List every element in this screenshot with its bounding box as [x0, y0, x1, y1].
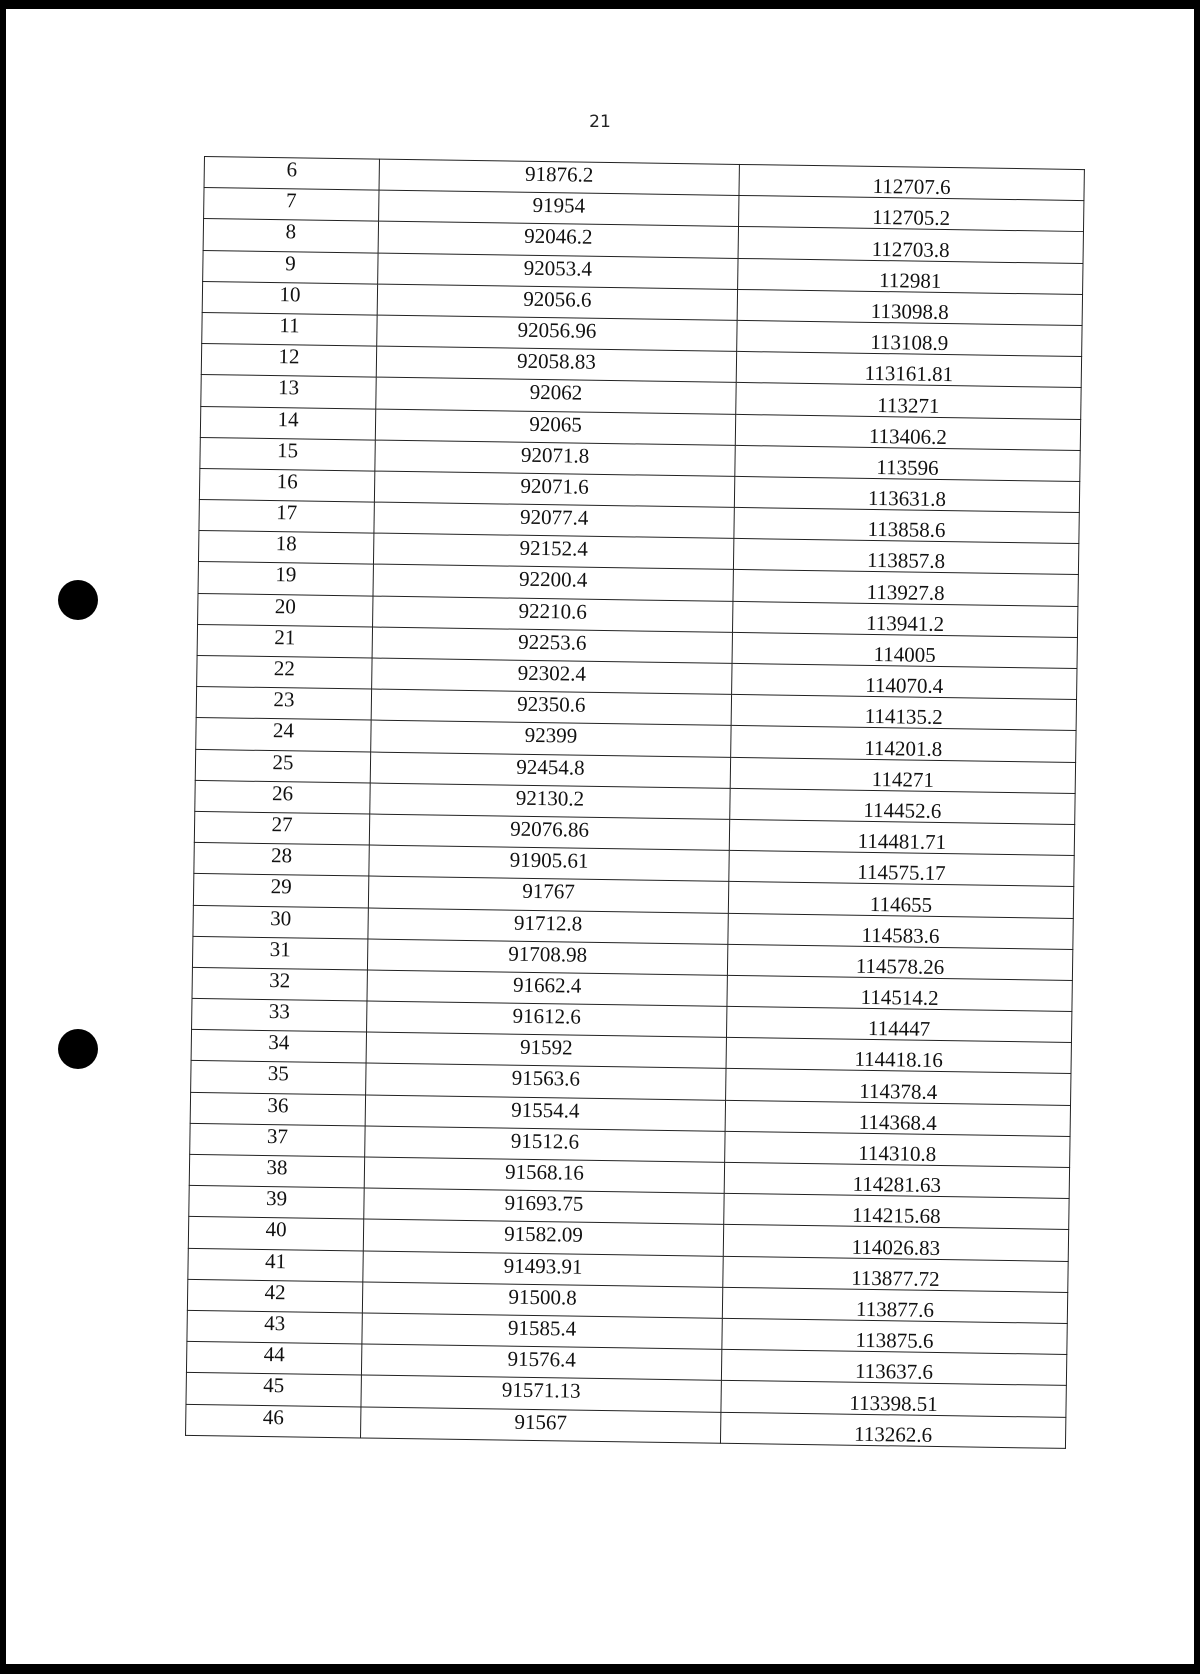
- x-coordinate-cell: 91582.09: [363, 1219, 723, 1256]
- y-coordinate-cell: 114578.26: [727, 944, 1072, 980]
- coordinates-table-container: [185, 156, 1084, 1449]
- row-number-cell: 28: [194, 843, 369, 877]
- y-coordinate-cell: 114070.4: [732, 663, 1077, 699]
- row-number-cell: 10: [202, 281, 377, 315]
- x-coordinate-cell: 92056.6: [377, 284, 737, 321]
- row-number-cell: 25: [195, 749, 370, 783]
- page-number: 21: [589, 112, 611, 132]
- y-coordinate-cell: 112981: [738, 258, 1083, 294]
- y-coordinate-cell: 113875.6: [722, 1318, 1067, 1354]
- row-number-cell: 16: [199, 468, 374, 502]
- y-coordinate-cell: 114575.17: [729, 850, 1074, 886]
- row-number-cell: 24: [196, 718, 371, 752]
- punch-hole: [58, 1029, 98, 1069]
- x-coordinate-cell: 91612.6: [367, 1001, 727, 1038]
- y-coordinate-cell: 113108.9: [737, 320, 1082, 356]
- row-number-cell: 38: [189, 1154, 364, 1188]
- x-coordinate-cell: 91500.8: [362, 1282, 722, 1319]
- row-number-cell: 11: [202, 312, 377, 346]
- x-coordinate-cell: 92200.4: [373, 564, 733, 601]
- y-coordinate-cell: 114447: [726, 1006, 1071, 1042]
- y-coordinate-cell: 113406.2: [735, 414, 1080, 450]
- y-coordinate-cell: 113098.8: [737, 289, 1082, 325]
- y-coordinate-cell: 113637.6: [721, 1349, 1066, 1385]
- row-number-cell: 9: [203, 250, 378, 284]
- x-coordinate-cell: 92062: [376, 377, 736, 414]
- row-number-cell: 33: [192, 998, 367, 1032]
- row-number-cell: 14: [200, 406, 375, 440]
- x-coordinate-cell: 92253.6: [372, 627, 732, 664]
- x-coordinate-cell: 91708.98: [367, 939, 727, 976]
- y-coordinate-cell: 113877.72: [723, 1256, 1068, 1292]
- x-coordinate-cell: 91662.4: [367, 970, 727, 1007]
- row-number-cell: 7: [204, 188, 379, 222]
- x-coordinate-cell: 91712.8: [368, 908, 728, 945]
- y-coordinate-cell: 112705.2: [739, 196, 1084, 232]
- x-coordinate-cell: 91567: [361, 1406, 721, 1443]
- row-number-cell: 23: [196, 687, 371, 721]
- x-coordinate-cell: 91693.75: [364, 1188, 724, 1225]
- y-coordinate-cell: 114514.2: [727, 975, 1072, 1011]
- y-coordinate-cell: 113262.6: [720, 1412, 1065, 1448]
- y-coordinate-cell: 113271: [736, 383, 1081, 419]
- x-coordinate-cell: 92077.4: [374, 502, 734, 539]
- y-coordinate-cell: 113596: [735, 445, 1080, 481]
- x-coordinate-cell: 91592: [366, 1032, 726, 1069]
- row-number-cell: 32: [192, 967, 367, 1001]
- row-number-cell: 21: [197, 624, 372, 658]
- y-coordinate-cell: 113877.6: [722, 1287, 1067, 1323]
- x-coordinate-cell: 92076.86: [369, 814, 729, 851]
- y-coordinate-cell: 114481.71: [729, 819, 1074, 855]
- x-coordinate-cell: 92130.2: [370, 783, 730, 820]
- x-coordinate-cell: 92302.4: [372, 658, 732, 695]
- row-number-cell: 45: [186, 1373, 361, 1407]
- row-number-cell: 44: [186, 1342, 361, 1376]
- row-number-cell: 36: [190, 1092, 365, 1126]
- x-coordinate-cell: 92058.83: [376, 346, 736, 383]
- y-coordinate-cell: 113631.8: [734, 476, 1079, 512]
- x-coordinate-cell: 92454.8: [370, 752, 730, 789]
- y-coordinate-cell: 113941.2: [732, 601, 1077, 637]
- x-coordinate-cell: 91585.4: [362, 1313, 722, 1350]
- y-coordinate-cell: 113398.51: [721, 1381, 1066, 1417]
- x-coordinate-cell: 91512.6: [365, 1126, 725, 1163]
- y-coordinate-cell: 114026.83: [723, 1225, 1068, 1261]
- x-coordinate-cell: 91568.16: [364, 1157, 724, 1194]
- y-coordinate-cell: 114378.4: [726, 1069, 1071, 1105]
- coordinates-table: [185, 156, 1085, 1449]
- y-coordinate-cell: 114310.8: [725, 1131, 1070, 1167]
- y-coordinate-cell: 114215.68: [724, 1194, 1069, 1230]
- x-coordinate-cell: 92071.6: [374, 471, 734, 508]
- x-coordinate-cell: 91493.91: [363, 1251, 723, 1288]
- y-coordinate-cell: 112707.6: [739, 164, 1084, 200]
- y-coordinate-cell: 113858.6: [734, 507, 1079, 543]
- row-number-cell: 39: [189, 1186, 364, 1220]
- y-coordinate-cell: 114135.2: [731, 695, 1076, 731]
- x-coordinate-cell: 91554.4: [365, 1095, 725, 1132]
- y-coordinate-cell: 114368.4: [725, 1100, 1070, 1136]
- row-number-cell: 17: [199, 500, 374, 534]
- y-coordinate-cell: 114005: [732, 632, 1077, 668]
- row-number-cell: 6: [204, 157, 379, 191]
- row-number-cell: 13: [201, 375, 376, 409]
- table-body: [186, 157, 1085, 1449]
- row-number-cell: 42: [187, 1279, 362, 1313]
- row-number-cell: 19: [198, 562, 373, 596]
- row-number-cell: 43: [187, 1310, 362, 1344]
- y-coordinate-cell: 114418.16: [726, 1038, 1071, 1074]
- row-number-cell: 15: [200, 437, 375, 471]
- y-coordinate-cell: 114583.6: [728, 913, 1073, 949]
- y-coordinate-cell: 113857.8: [733, 539, 1078, 575]
- x-coordinate-cell: 92152.4: [373, 533, 733, 570]
- x-coordinate-cell: 92046.2: [378, 221, 738, 258]
- y-coordinate-cell: 114452.6: [730, 788, 1075, 824]
- row-number-cell: 46: [186, 1404, 361, 1438]
- x-coordinate-cell: 91571.13: [361, 1375, 721, 1412]
- y-coordinate-cell: 114655: [728, 882, 1073, 918]
- row-number-cell: 35: [191, 1061, 366, 1095]
- y-coordinate-cell: 114281.63: [724, 1162, 1069, 1198]
- row-number-cell: 37: [190, 1123, 365, 1157]
- row-number-cell: 34: [191, 1030, 366, 1064]
- y-coordinate-cell: 113161.81: [736, 352, 1081, 388]
- row-number-cell: 27: [194, 811, 369, 845]
- row-number-cell: 40: [188, 1217, 363, 1251]
- row-number-cell: 26: [195, 780, 370, 814]
- x-coordinate-cell: 92071.8: [375, 440, 735, 477]
- x-coordinate-cell: 91576.4: [361, 1344, 721, 1381]
- row-number-cell: 31: [192, 936, 367, 970]
- y-coordinate-cell: 114271: [730, 757, 1075, 793]
- x-coordinate-cell: 91563.6: [366, 1063, 726, 1100]
- row-number-cell: 18: [198, 531, 373, 565]
- row-number-cell: 12: [201, 344, 376, 378]
- row-number-cell: 30: [193, 905, 368, 939]
- row-number-cell: 8: [203, 219, 378, 253]
- x-coordinate-cell: 91767: [368, 876, 728, 913]
- row-number-cell: 29: [193, 874, 368, 908]
- x-coordinate-cell: 91876.2: [379, 159, 739, 196]
- x-coordinate-cell: 92210.6: [373, 596, 733, 633]
- x-coordinate-cell: 91905.61: [369, 845, 729, 882]
- y-coordinate-cell: 113927.8: [733, 570, 1078, 606]
- row-number-cell: 22: [197, 655, 372, 689]
- x-coordinate-cell: 92399: [371, 720, 731, 757]
- punch-hole: [58, 580, 98, 620]
- x-coordinate-cell: 92350.6: [371, 689, 731, 726]
- y-coordinate-cell: 114201.8: [731, 726, 1076, 762]
- x-coordinate-cell: 91954: [379, 190, 739, 227]
- y-coordinate-cell: 112703.8: [738, 227, 1083, 263]
- x-coordinate-cell: 92053.4: [378, 253, 738, 290]
- x-coordinate-cell: 92056.96: [377, 315, 737, 352]
- row-number-cell: 20: [198, 593, 373, 627]
- row-number-cell: 41: [188, 1248, 363, 1282]
- x-coordinate-cell: 92065: [375, 409, 735, 446]
